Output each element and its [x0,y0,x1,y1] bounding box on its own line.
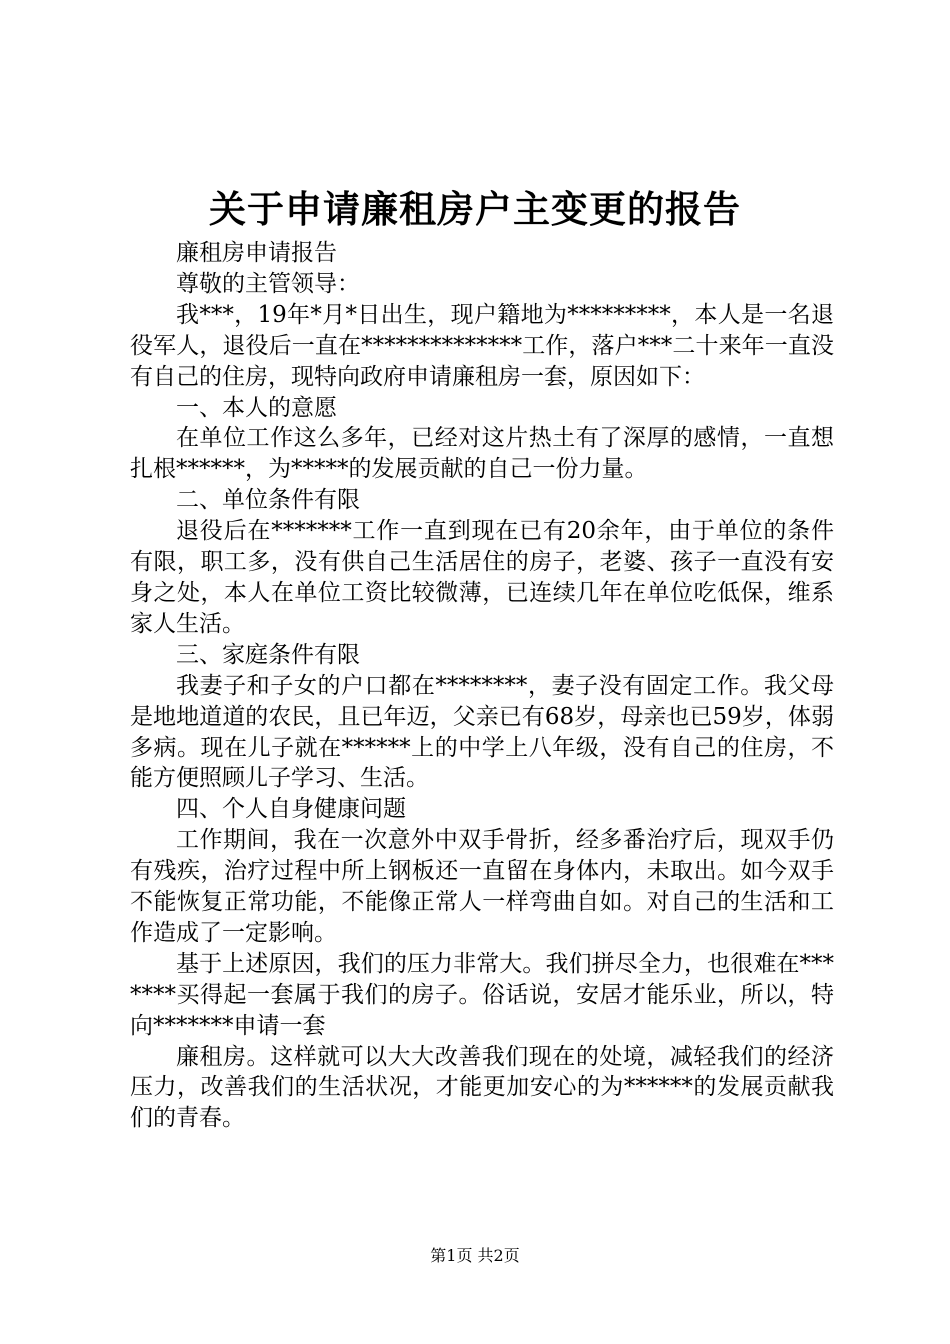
paragraph-section-4: 工作期间，我在一次意外中双手骨折，经多番治疗后，现双手仍有残疾，治疗过程中所上钢板还一直留在身体内，未取出。如今双手不能恢复正常功能，不能像正常人一样弯曲自如。对自己的生活和工作造成了一定影响。 [130,827,834,946]
paragraph-salutation: 尊敬的主管领导： [176,270,360,297]
section-heading-2: 二、单位条件有限 [176,487,360,514]
paragraph-section-2: 退役后在*******工作一直到现在已有20余年，由于单位的条件有限，职工多，没有供自己生活居住的房子，老婆、孩子一直没有安身之处，本人在单位工资比较微薄，已连续几年在单位吃低保，维系家人生活。 [130,518,834,637]
paragraph-introduction: 我***，19年*月*日出生，现户籍地为*********，本人是一名退役军人，退役后一直在**************工作，落户***二十来年一直没有自己的住房，现特向政府申请廉租房一套，原因如下： [130,301,834,390]
paragraph-closing: 廉租房。这样就可以大大改善我们现在的处境，减轻我们的经济压力，改善我们的生活状况，才能更加安心的为******的发展贡献我们的青春。 [130,1043,834,1132]
paragraph-section-1: 在单位工作这么多年，已经对这片热土有了深厚的感情，一直想扎根******，为*****的发展贡献的自己一份力量。 [130,425,834,483]
section-heading-3: 三、家庭条件有限 [176,641,360,668]
document-body [130,238,834,1134]
section-heading-4: 四、个人自身健康问题 [176,796,406,823]
paragraph-conclusion: 基于上述原因，我们的压力非常大。我们拼尽全力，也很难在*******买得起一套属于我们的房子。俗话说，安居才能乐业，所以，特向*******申请一套 [130,950,834,1039]
page-number-footer: 第1页 共2页 [430,1246,520,1265]
document-title: 关于申请廉租房户主变更的报告 [209,187,741,231]
paragraph-section-3: 我妻子和子女的户口都在********，妻子没有固定工作。我父母是地地道道的农民，且已年迈，父亲已有68岁，母亲也已59岁，体弱多病。现在儿子就在******上的中学上八年级，没有自己的住房，不能方便照顾儿子学习、生活。 [130,672,834,792]
section-heading-1: 一、本人的意愿 [176,394,337,421]
paragraph-heading-report: 廉租房申请报告 [176,240,337,266]
